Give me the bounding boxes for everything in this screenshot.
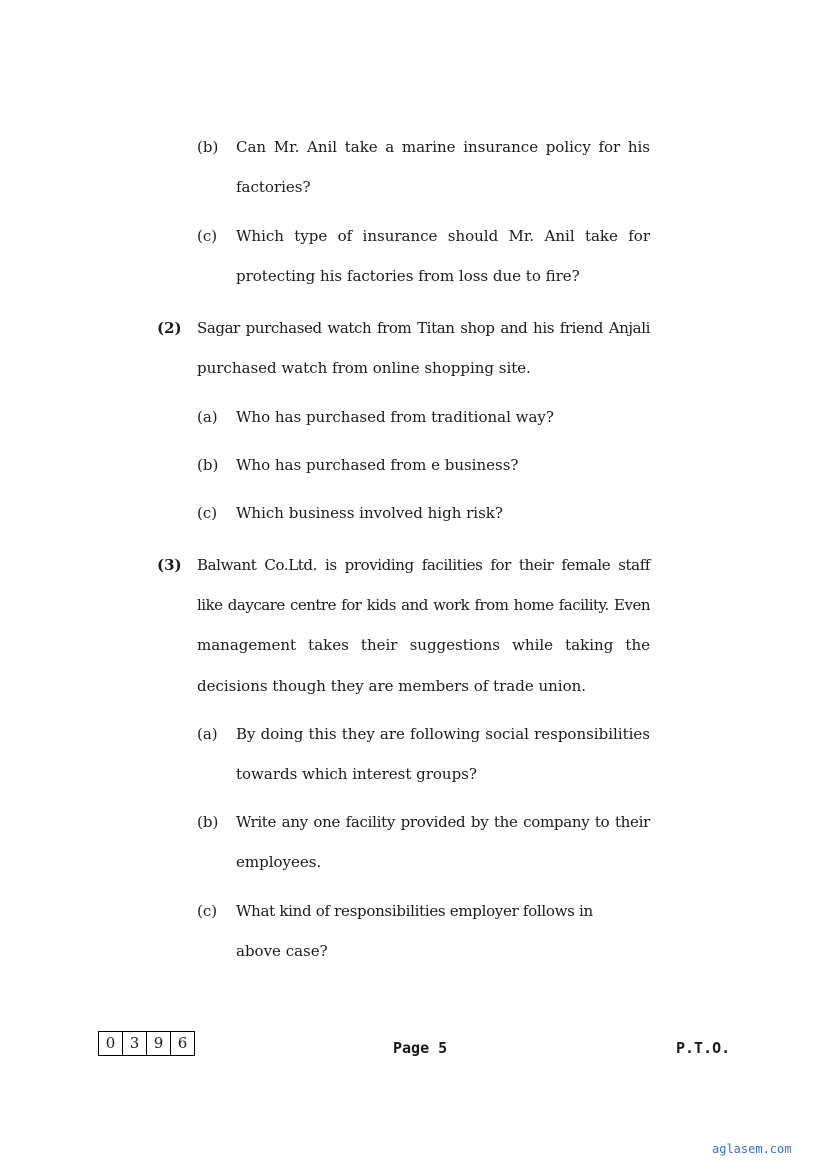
q2-a-label: (a)	[197, 408, 218, 426]
q1-c-text-line2: protecting his factories from loss due to fire?	[236, 267, 580, 285]
paper-code-digit: 9	[147, 1032, 171, 1055]
q3-stem-line1: Balwant Co.Ltd. is providing facilities for their female staff	[197, 556, 650, 574]
q2-stem-line1: Sagar purchased watch from Titan shop and his friend Anjali	[197, 319, 650, 337]
q2-b-label: (b)	[197, 456, 219, 474]
q3-a-text-line1: By doing this they are following social responsibilities	[236, 725, 650, 743]
q3-c-text-line1: What kind of responsibilities employer follows in	[236, 902, 593, 920]
q2-number: (2)	[157, 319, 182, 337]
q3-stem-line2: like daycare centre for kids and work from home facility. Even	[197, 596, 650, 614]
q3-b-label: (b)	[197, 813, 219, 831]
q3-b-text-line2: employees.	[236, 853, 322, 871]
paper-code-digit: 3	[123, 1032, 147, 1055]
paper-code-digit: 6	[177, 1034, 188, 1052]
paper-code-box	[98, 1031, 195, 1056]
q3-c-label: (c)	[197, 902, 218, 920]
q3-a-text-line2: towards which interest groups?	[236, 765, 477, 783]
pto-label: P.T.O.	[676, 1039, 731, 1057]
q3-stem-line3: management takes their suggestions while taking the	[197, 636, 650, 654]
q3-c-text-line2: above case?	[236, 942, 328, 960]
q2-b-text: Who has purchased from e business?	[236, 456, 519, 474]
q2-c-text: Which business involved high risk?	[236, 504, 503, 522]
q3-number: (3)	[157, 556, 182, 574]
q2-a-text: Who has purchased from traditional way?	[236, 408, 554, 426]
q1-c-text-line1: Which type of insurance should Mr. Anil take for	[236, 227, 650, 245]
q3-a-label: (a)	[197, 725, 218, 743]
q2-c-label: (c)	[197, 504, 218, 522]
q1-b-label: (b)	[197, 138, 219, 156]
q1-b-text-line2: factories?	[236, 178, 311, 196]
q2-stem-line2: purchased watch from online shopping site.	[197, 359, 531, 377]
q1-b-text-line1: Can Mr. Anil take a marine insurance policy for his	[236, 138, 650, 156]
q1-c-label: (c)	[197, 227, 218, 245]
page-number: Page 5	[393, 1039, 448, 1057]
paper-code-digit: 0	[99, 1032, 123, 1055]
q3-stem-line4: decisions though they are members of trade union.	[197, 677, 587, 695]
watermark-link[interactable]: aglasem.com	[712, 1142, 792, 1156]
q3-b-text-line1: Write any one facility provided by the company to their	[236, 813, 650, 831]
